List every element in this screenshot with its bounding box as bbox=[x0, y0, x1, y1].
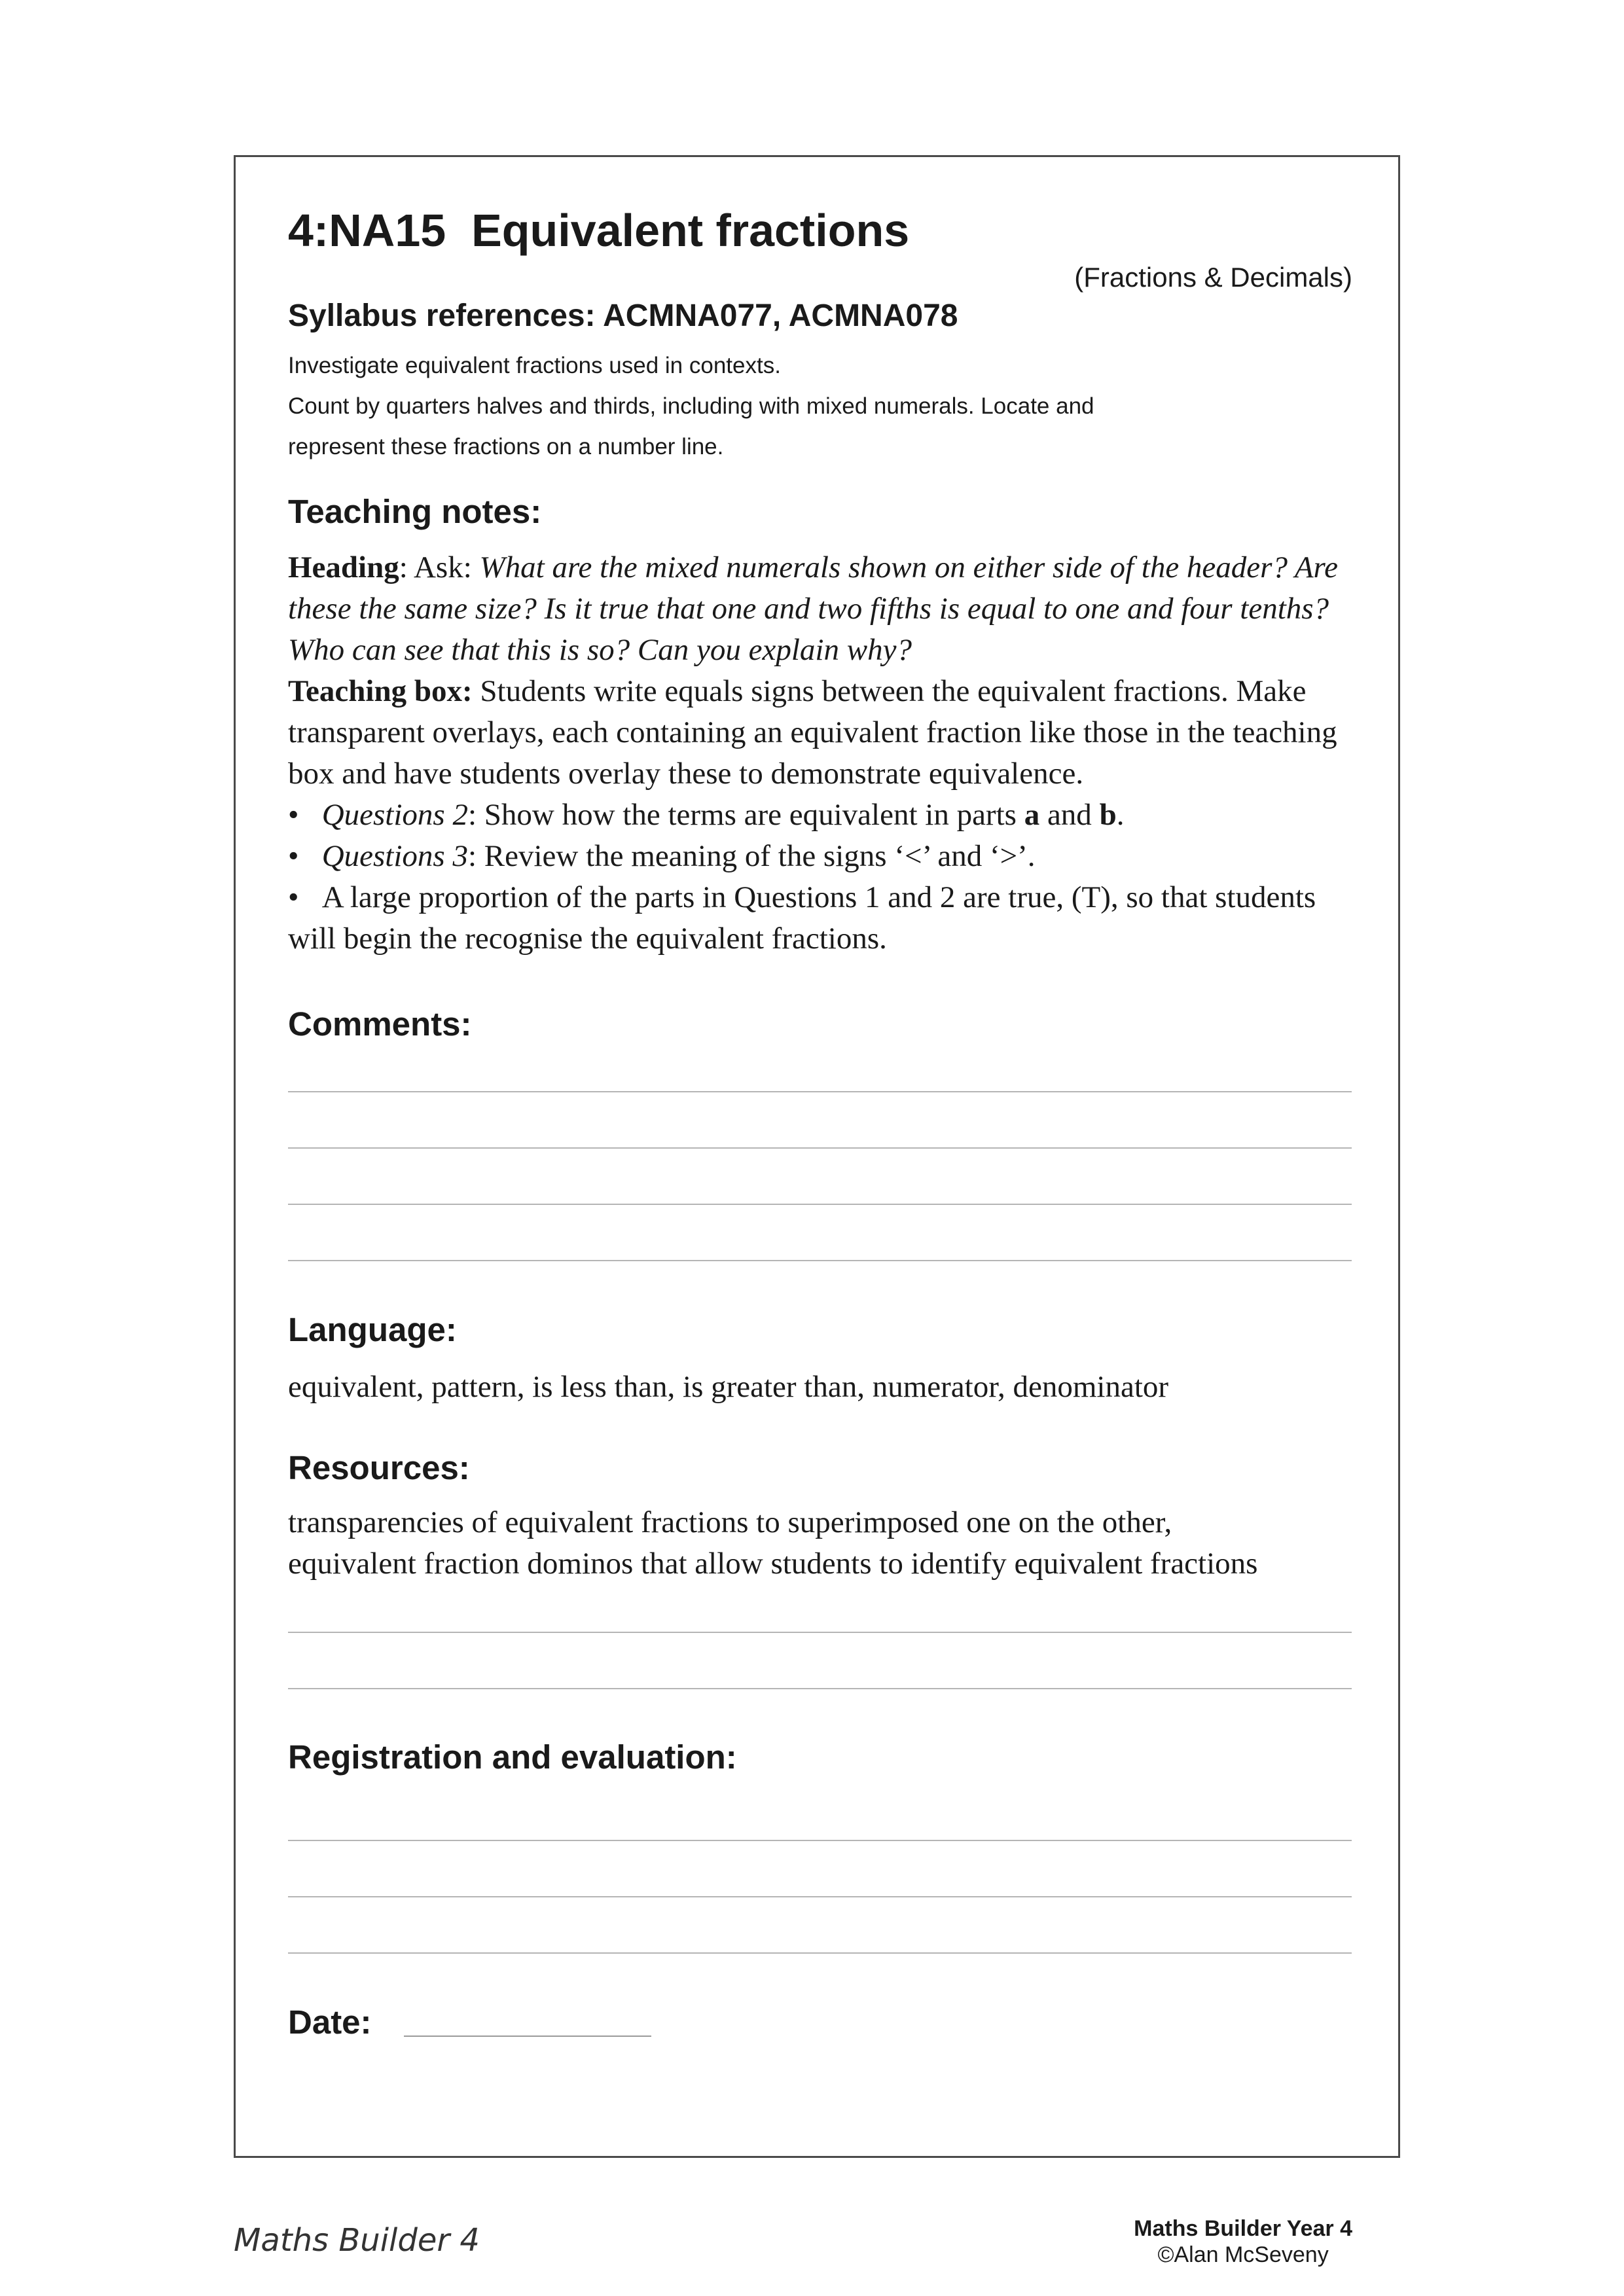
bullet-icon: • bbox=[288, 880, 299, 914]
bullet-item bbox=[288, 795, 1362, 836]
ask-text: : Ask: bbox=[399, 550, 480, 584]
part-b: b bbox=[1099, 798, 1117, 832]
date-field-line bbox=[404, 2036, 651, 2037]
bullet-text: . bbox=[1116, 798, 1125, 832]
comments-heading: Comments: bbox=[288, 1005, 472, 1043]
date-label: Date: bbox=[288, 2003, 372, 2041]
resources-text bbox=[288, 1502, 1362, 1585]
syllabus-line: Count by quarters halves and thirds, including with mixed numerals. Locate and bbox=[288, 393, 1094, 419]
bullet-text: : Review the meaning of the signs ‘<’ and ‘>’. bbox=[467, 839, 1036, 873]
comment-line bbox=[288, 1204, 1352, 1205]
bullet-item bbox=[288, 877, 1362, 960]
resources-line-blank bbox=[288, 1632, 1352, 1633]
resources-line-blank bbox=[288, 1688, 1352, 1689]
bullet-text: A large proportion of the parts in Questions 1 and 2 are true, (T), so that students will begin the recognise the equivalent fractions. bbox=[288, 880, 1316, 956]
syllabus-line: represent these fractions on a number line. bbox=[288, 434, 724, 459]
language-text: equivalent, pattern, is less than, is greater than, numerator, denominator bbox=[288, 1370, 1169, 1404]
category-label: (Fractions & Decimals) bbox=[1074, 262, 1352, 293]
teaching-box-label: Teaching box: bbox=[288, 674, 473, 708]
resources-line: transparencies of equivalent fractions to superimposed one on the other, bbox=[288, 1505, 1172, 1539]
footer-right bbox=[1134, 2215, 1352, 2268]
resources-line: equivalent fraction dominos that allow students to identify equivalent fractions bbox=[288, 1547, 1258, 1581]
language-heading: Language: bbox=[288, 1311, 457, 1348]
registration-heading: Registration and evaluation: bbox=[288, 1738, 737, 1776]
bullet-icon: • bbox=[288, 839, 299, 873]
bullet-text: and bbox=[1039, 798, 1100, 832]
heading-question: What are the mixed numerals shown on either side of the header? Are these the same size? Is it true that one and two fifths is equal to one and four tenths?Who can see that this is so? Can you explain why? bbox=[288, 550, 1338, 667]
registration-line bbox=[288, 1952, 1352, 1954]
teaching-box-text: Students write equals signs between the equivalent fractions. Make transparent overlays, each containing an equivalent fraction like those in the teaching box and have students overlay these to demonstrate equivalence. bbox=[288, 674, 1337, 791]
part-a: a bbox=[1024, 798, 1040, 832]
comment-line bbox=[288, 1091, 1352, 1092]
footer-book-title: Maths Builder Year 4 bbox=[1134, 2216, 1352, 2241]
syllabus-line: Investigate equivalent fractions used in contexts. bbox=[288, 353, 781, 378]
resources-heading: Resources: bbox=[288, 1449, 470, 1486]
registration-line bbox=[288, 1896, 1352, 1897]
question-ref: Questions 3 bbox=[321, 839, 468, 873]
heading-paragraph bbox=[288, 547, 1362, 671]
teaching-notes-body bbox=[288, 547, 1362, 960]
bullet-text: : Show how the terms are equivalent in parts bbox=[467, 798, 1024, 832]
syllabus-heading: Syllabus references: ACMNA077, ACMNA078 bbox=[288, 298, 958, 333]
teaching-notes-heading: Teaching notes: bbox=[288, 493, 542, 530]
footer-left: Maths Builder 4 bbox=[234, 2222, 480, 2259]
page-title: 4:NA15 Equivalent fractions bbox=[288, 205, 910, 256]
question-ref: Questions 2 bbox=[321, 798, 468, 832]
registration-line bbox=[288, 1840, 1352, 1841]
heading-label: Heading bbox=[288, 550, 399, 584]
bullet-item bbox=[288, 836, 1362, 877]
footer-copyright: ©Alan McSeveny bbox=[1157, 2242, 1329, 2267]
bullet-icon: • bbox=[288, 798, 299, 832]
syllabus-description bbox=[288, 346, 1348, 467]
comment-line bbox=[288, 1147, 1352, 1149]
teaching-box-paragraph bbox=[288, 671, 1362, 795]
comment-line bbox=[288, 1260, 1352, 1261]
